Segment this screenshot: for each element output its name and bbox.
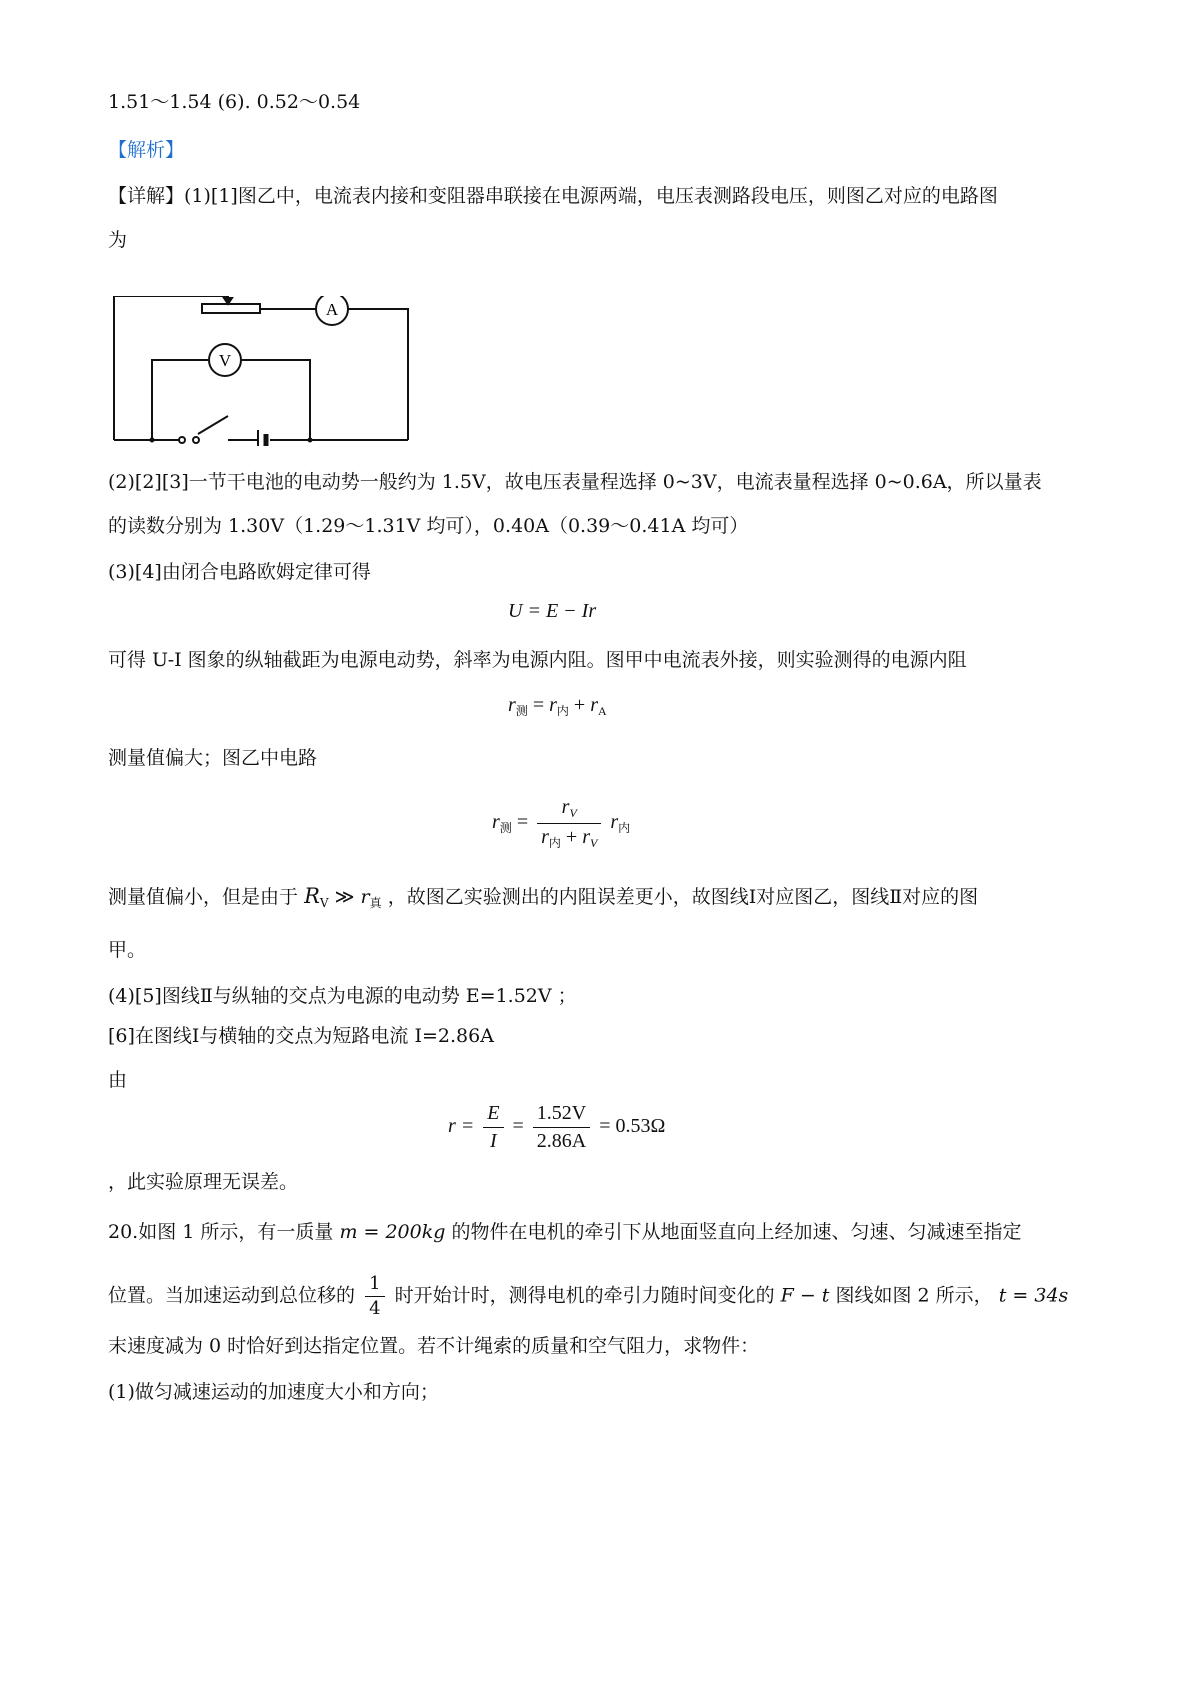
detail-line-10: (4)[5]图线Ⅱ与纵轴的交点为电源的电动势 E=1.52V ；	[108, 985, 577, 1007]
detail-line-9: 甲。	[108, 939, 147, 961]
detail-line-3: (2)[2][3]一节干电池的电动势一般约为 1.5V，故电压表量程选择 0~3V，电流表量程选择 0~0.6A，所以量表	[108, 471, 1042, 493]
answer-line: 1.51～1.54 (6). 0.52～0.54	[108, 91, 361, 113]
voltmeter-label: V	[218, 351, 232, 370]
ammeter-label: A	[325, 300, 339, 319]
question-20-line-4: (1)做匀减速运动的加速度大小和方向；	[108, 1381, 439, 1403]
detail-line-13: ，此实验原理无误差。	[108, 1171, 299, 1193]
detail-line-6: 可得 U-I 图象的纵轴截距为电源电动势，斜率为电源内阻。图甲中电流表外接，则实验测得的电源内阻	[108, 649, 967, 671]
analysis-heading: 【解析】	[108, 139, 185, 161]
detail-line-7: 测量值偏大；图乙中电路	[108, 747, 318, 769]
question-20-line-3: 末速度减为 0 时恰好到达指定位置。若不计绳索的质量和空气阻力，求物件：	[108, 1335, 760, 1357]
r-meas-equation-1: $r_测 = r_内 + r_A$	[508, 694, 607, 718]
circuit-diagram	[110, 296, 420, 446]
detail-line-8: 测量值偏小，但是由于 $R_V$ ≫ $r_真$ ，故图乙实验测出的内阻误差更小，故图线Ⅰ对应图乙，图线Ⅱ对应的图	[108, 884, 979, 910]
detail-line-2: 为	[108, 229, 128, 251]
ohm-law-equation: U = E − Ir	[508, 600, 597, 622]
detail-line-5: (3)[4]由闭合电路欧姆定律可得	[108, 561, 371, 583]
detail-line-4: 的读数分别为 1.30V（1.29～1.31V 均可），0.40A（0.39～0.41A 均可）	[108, 515, 749, 537]
r-meas-equation-2: $r_测$ = $\frac{r_V}{r_内 + r_V}$ $r_内$	[492, 796, 631, 850]
r-calc-equation: r = $\frac{E}{I}$ = $\frac{1.52V}{2.86A}$ = 0.53Ω	[448, 1102, 666, 1152]
question-20-line-1: 20.如图 1 所示，有一质量 m = 200kg 的物件在电机的牵引下从地面竖直向上经加速、匀速、匀减速至指定	[108, 1221, 1022, 1243]
detail-line-11: [6]在图线Ⅰ与横轴的交点为短路电流 I=2.86A	[108, 1025, 494, 1047]
question-20-line-2: 位置。当加速运动到总位移的 $\frac{1}{4}$ 时开始计时，测得电机的牵引力随时间变化的 F − t 图线如图 2 所示， t = 34s	[108, 1273, 1069, 1319]
detail-line-1: 【详解】(1)[1]图乙中，电流表内接和变阻器串联接在电源两端，电压表测路段电压，则图乙对应的电路图	[108, 185, 998, 207]
detail-line-12: 由	[108, 1069, 128, 1091]
